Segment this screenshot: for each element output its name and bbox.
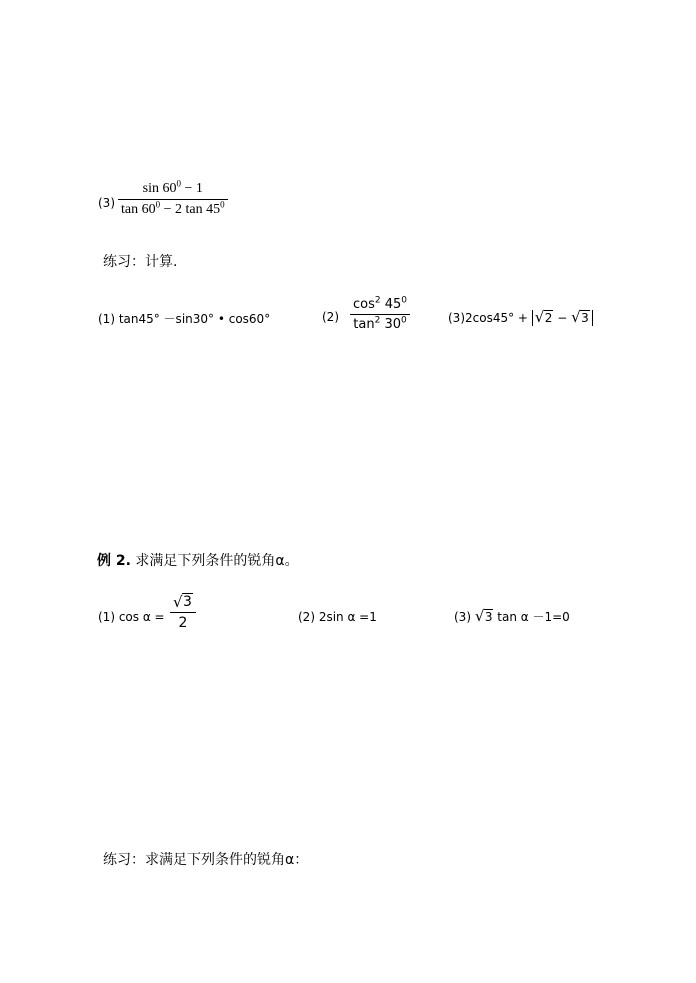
example2-problem3: (3) √ 3 tan α －1=0: [454, 607, 570, 625]
example2-problem2: (2) 2sin α =1: [298, 610, 377, 624]
practice1-problem2-fraction: $\frac{\cos^2 45^0}{\tan^2 30^0}$: [350, 297, 410, 332]
example2-title: 例 2. 求满足下列条件的锐角α。: [97, 553, 299, 569]
abs-value-bars: √ 2 − √ 3: [532, 310, 593, 326]
practice1-problem1: (1) tan45° －sin30° • cos60°: [98, 312, 271, 326]
q3-label: (3): [98, 196, 115, 210]
q3-fraction: [118, 178, 228, 218]
practice1-title: 练习：计算.: [103, 254, 178, 270]
practice1-problem3: (3)2cos45° + √ 2 − √ 3: [448, 310, 593, 326]
q3-denominator: $\tan 60^0 - 2$ $\tan 45^0$: [118, 199, 228, 218]
q3-numerator: $\sin 60^0 - 1$: [142, 178, 203, 196]
practice1-problem2-label: (2): [322, 310, 339, 324]
example2-problem1-label: (1) cos α =: [98, 610, 165, 624]
example2-problem1-fraction: √ 3 2: [170, 594, 196, 631]
practice2-title: 练习：求满足下列条件的锐角α：: [103, 852, 309, 868]
